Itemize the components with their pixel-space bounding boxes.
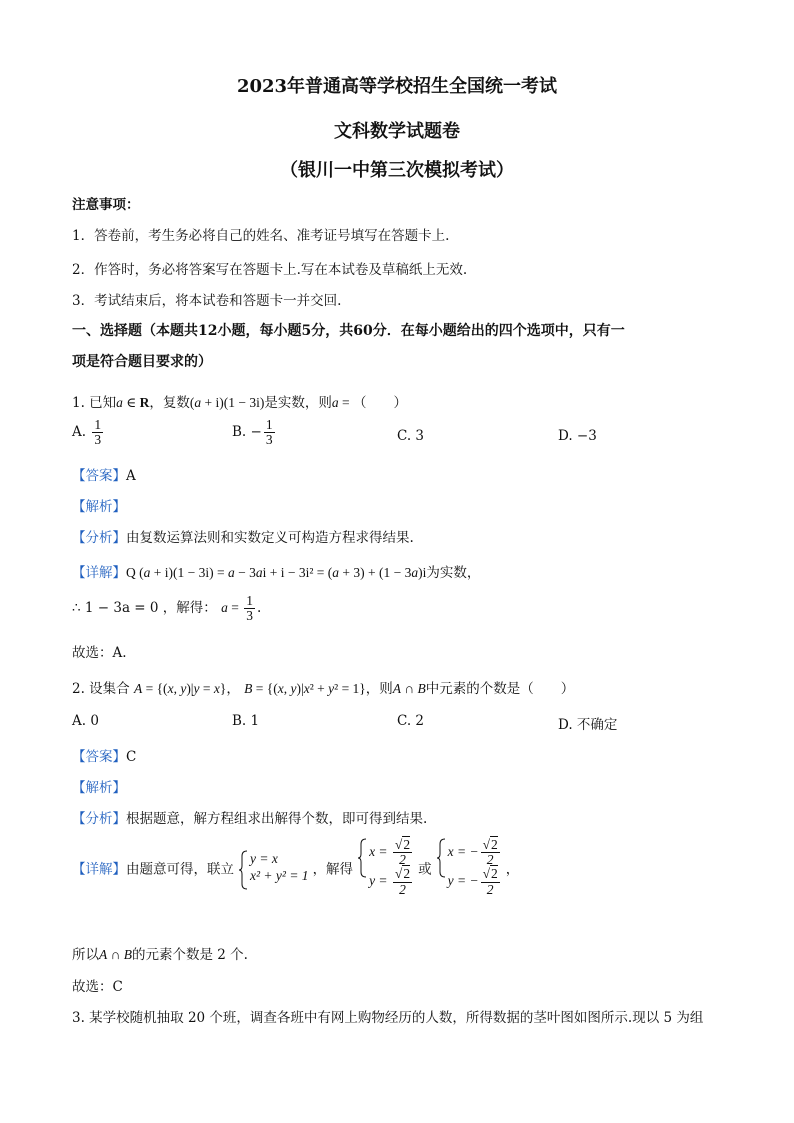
q2-option-c: C. 2 — [397, 713, 425, 729]
q1-mid: ，复数 — [149, 395, 190, 411]
q1-option-a: A. $\frac{1}{3}$ — [72, 417, 102, 448]
question-1: 1. 已知a ∈ R，复数(a + i)(1 − 3i)是实数，则a = （ ） — [72, 395, 408, 411]
q2-answer: 【答案】C — [72, 749, 137, 765]
q2-analysis-tag: 【解析】 — [72, 780, 126, 796]
q2-solution-2: x = − $\frac{√2}{2}$ y = − $\frac{√2}{2}$ — [436, 838, 502, 897]
q2-option-a: A. 0 — [72, 713, 99, 729]
q1-solution: ∴ 1 − 3a = 0 ，解得： a = $\frac{1}{3}$ . — [72, 593, 262, 624]
q1-choose: 故选：A. — [72, 645, 127, 661]
q2-equation-system: y = x x² + y² = 1 — [238, 850, 309, 885]
q1-suffix: 是实数，则 — [264, 395, 332, 411]
q1-answer: 【答案】A — [72, 468, 136, 484]
q1-option-b: B. − $\frac{1}{3}$ — [232, 417, 273, 448]
section-heading: 一、选择题（本题共12小题，每小题5分，共60分．在每小题给出的四个选项中，只有一 — [72, 323, 625, 339]
exam-session: （银川一中第三次模拟考试） — [280, 160, 514, 181]
notes-heading: 注意事项： — [72, 197, 140, 213]
q2-conclusion: 所以A ∩ B的元素个数是 2 个. — [72, 947, 248, 963]
q2-solution-1: x = $\frac{√2}{2}$ y = $\frac{√2}{2}$ — [357, 838, 414, 897]
q2-fenxi: 【分析】根据题意，解方程组求出解得个数，即可得到结果. — [72, 811, 428, 827]
q1-option-c: C. 3 — [397, 428, 425, 444]
q2-detail: 【详解】由题意可得，联立 y = x x² + y² = 1 ，解得 x = $\frac{√2}{2}$ y = $\frac{√2}{2}$ 或 x = − $\frac{√2}{2}$ y = − $\frac{√2}{2}$ ， — [72, 837, 520, 897]
q1-end: （ ） — [353, 395, 408, 411]
q1-option-d: D. −3 — [558, 428, 597, 444]
note-item: 1．答卷前，考生务必将自己的姓名、准考证号填写在答题卡上. — [72, 228, 450, 244]
note-item: 3．考试结束后，将本试卷和答题卡一并交回. — [72, 293, 342, 309]
q2-choose: 故选：C — [72, 979, 123, 995]
exam-subtitle: 文科数学试题卷 — [334, 121, 460, 142]
q1-fenxi: 【分析】由复数运算法则和实数定义可构造方程求得结果. — [72, 530, 414, 546]
exam-title: 2023年普通高等学校招生全国统一考试 — [236, 76, 558, 97]
question-3: 3. 某学校随机抽取 20 个班，调查各班中有网上购物经历的人数，所得数据的茎叶图如图所示.现以 5 为组 — [72, 1010, 704, 1026]
section-heading-cont: 项是符合题目要求的） — [72, 354, 212, 370]
q1-prefix: 1. 已知 — [72, 395, 117, 411]
q1-analysis-tag: 【解析】 — [72, 499, 126, 515]
question-2: 2. 设集合 A = {(x, y)|y = x}， B = {(x, y)|x² + y² = 1}，则A ∩ B中元素的个数是（ ） — [72, 681, 575, 697]
q2-option-d: D. 不确定 — [558, 717, 618, 733]
q1-detail: 【详解】Q (a + i)(1 − 3i) = a − 3ai + i − 3i² = (a + 3) + (1 − 3a)i为实数， — [72, 565, 481, 581]
q2-option-b: B. 1 — [232, 713, 260, 729]
note-item: 2．作答时，务必将答案写在答题卡上.写在本试卷及草稿纸上无效. — [72, 262, 468, 278]
